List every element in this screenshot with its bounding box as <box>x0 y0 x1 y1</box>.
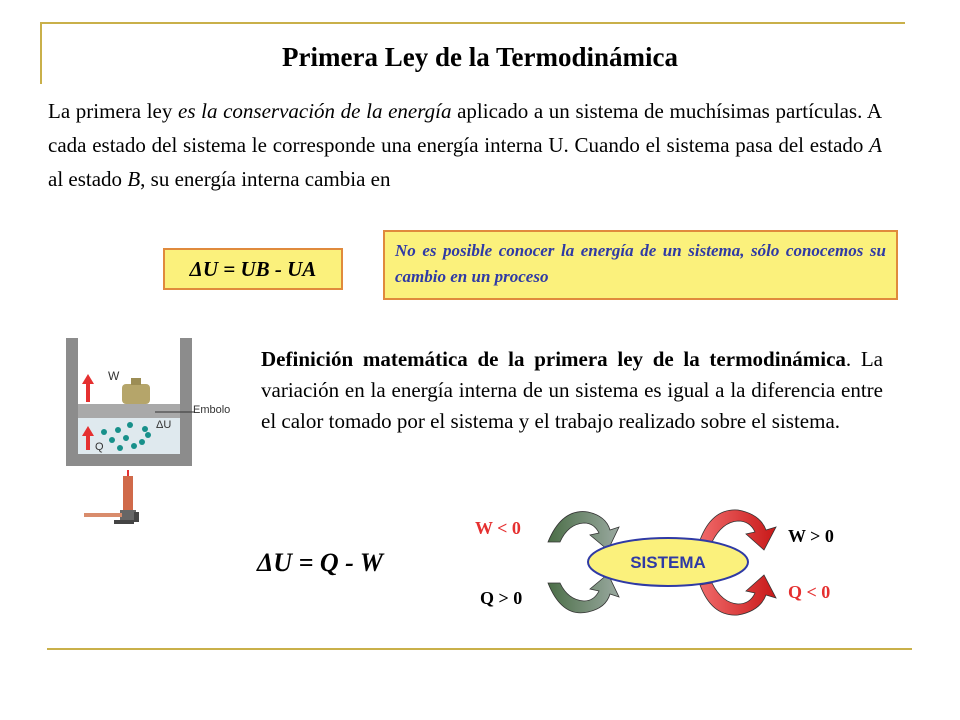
first-law-equation: ΔU = Q - W <box>257 548 383 577</box>
piston-apparatus-illustration <box>60 330 260 530</box>
work-in-arrow <box>548 512 619 550</box>
gas-hose <box>84 513 122 517</box>
heat-in-arrow <box>548 574 619 613</box>
work-in-label: W < 0 <box>475 518 521 538</box>
work-label: W <box>108 369 120 383</box>
bottom-rule <box>47 648 912 650</box>
heat-label: Q <box>95 441 104 453</box>
container-right-wall <box>180 338 192 466</box>
energy-change-equation-box: ΔU = UB - UA <box>163 248 343 290</box>
system-label: SISTEMA <box>630 553 706 572</box>
note-box: No es posible conocer la energía de un sistema, sólo conocemos su cambio en un proceso <box>383 230 898 300</box>
intro-paragraph: La primera ley es la conservación de la energía aplicado a un sistema de muchísimas partículas. A cada estado del sistema le corresponde una energía interna U. Cuando el sistema pasa del estado A al estado B, su energía interna cambia en <box>48 99 882 191</box>
container-left-wall <box>66 338 78 466</box>
delta-u-label: ΔU <box>156 419 172 431</box>
top-rule <box>40 22 905 24</box>
definition-paragraph: Definición matemática de la primera ley de la termodinámica. La variación en la energía interna de un sistema es igual a la diferencia entre el calor tomado por el sistema y el trabajo realizado sobre el sistema. <box>261 347 883 433</box>
weight-knob <box>131 378 141 385</box>
container-bottom <box>66 454 192 466</box>
energy-flow-diagram <box>460 500 880 625</box>
piston <box>78 404 180 418</box>
weight <box>122 384 150 404</box>
slide-title: Primera Ley de la Termodinámica <box>282 42 678 72</box>
work-out-label: W > 0 <box>788 526 834 546</box>
burner-base <box>120 510 136 520</box>
emphasis-text: es la conservación de la energía <box>178 99 452 123</box>
piston-label: Embolo <box>193 404 231 416</box>
heat-in-label: Q > 0 <box>480 588 523 608</box>
heat-out-label: Q < 0 <box>788 582 831 602</box>
burner-tube <box>123 476 133 512</box>
